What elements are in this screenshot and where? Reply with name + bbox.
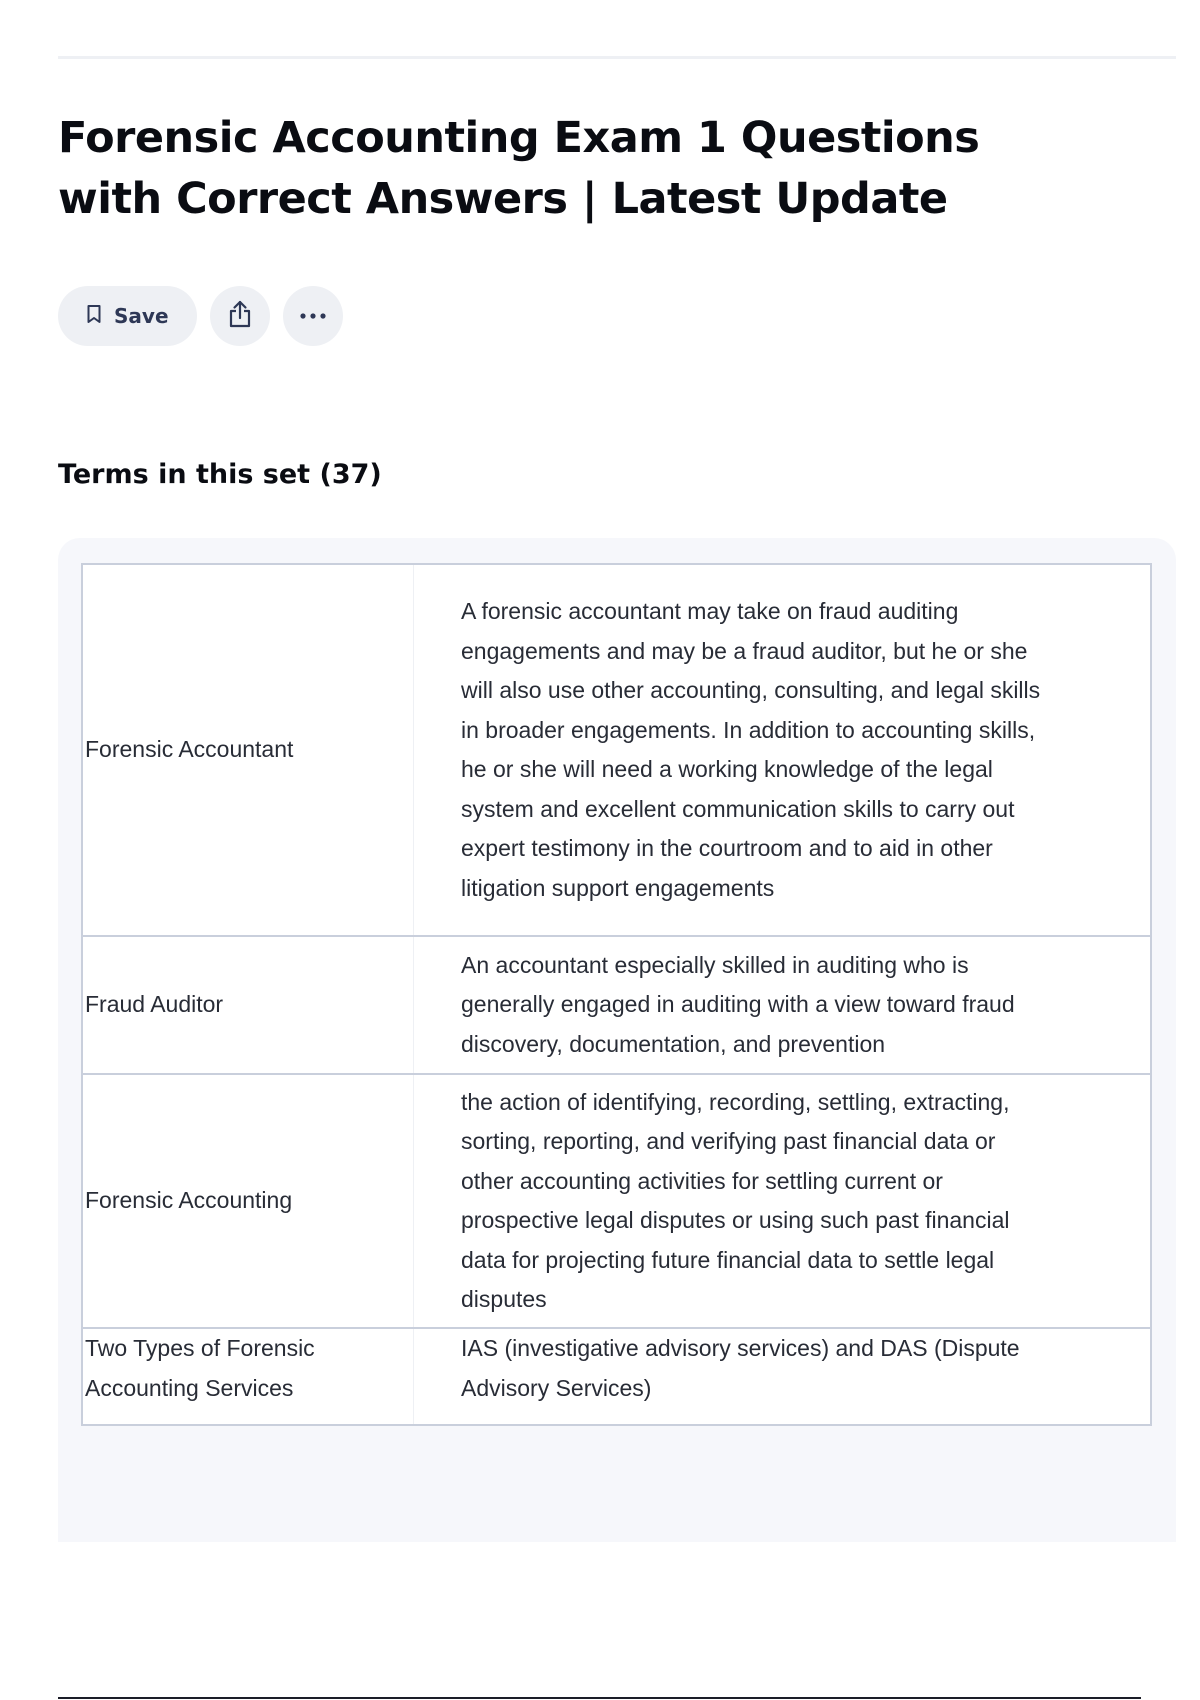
more-options-button[interactable] <box>283 286 343 346</box>
term-cell: Fraud Auditor <box>82 936 414 1074</box>
action-bar <box>58 286 343 346</box>
save-label: Save <box>114 304 169 328</box>
page-title: Forensic Accounting Exam 1 Questions with Correct Answers | Latest Update <box>58 113 980 224</box>
bottom-divider <box>58 1697 1141 1699</box>
save-button[interactable] <box>58 286 197 346</box>
definition-cell: the action of identifying, recording, settling, extracting, sorting, reporting, and verifying past financial data or other accounting activities for settling current or prospective legal disputes or using such past financial data for projecting future financial data to settle legal disputes <box>414 1074 1152 1328</box>
table-row <box>82 1328 1151 1425</box>
definition-cell: An accountant especially skilled in auditing who is generally engaged in auditing with a view toward fraud discovery, documentation, and prevention <box>414 936 1152 1074</box>
share-icon <box>227 299 253 334</box>
term-cell: Forensic Accountant <box>82 564 414 936</box>
table-row <box>82 1074 1151 1328</box>
top-divider <box>58 56 1176 59</box>
definition-cell: A forensic accountant may take on fraud auditing engagements and may be a fraud auditor, but he or she will also use other accounting, consulting, and legal skills in broader engagements. In addition to accounting skills, he or she will need a working knowledge of the legal system and excellent communication skills to carry out expert testimony in the courtroom and to aid in other litigation support engagements <box>414 564 1152 936</box>
terms-table <box>81 563 1152 1426</box>
definition-cell: IAS (investigative advisory services) and DAS (Dispute Advisory Services) <box>414 1328 1152 1425</box>
terms-heading: Terms in this set (37) <box>58 459 382 490</box>
more-icon <box>299 307 327 325</box>
share-button[interactable] <box>210 286 270 346</box>
table-row <box>82 936 1151 1074</box>
bookmark-icon <box>86 304 102 329</box>
term-cell: Forensic Accounting <box>82 1074 414 1328</box>
table-row <box>82 564 1151 936</box>
term-cell: Two Types of Forensic Accounting Services <box>82 1328 414 1425</box>
